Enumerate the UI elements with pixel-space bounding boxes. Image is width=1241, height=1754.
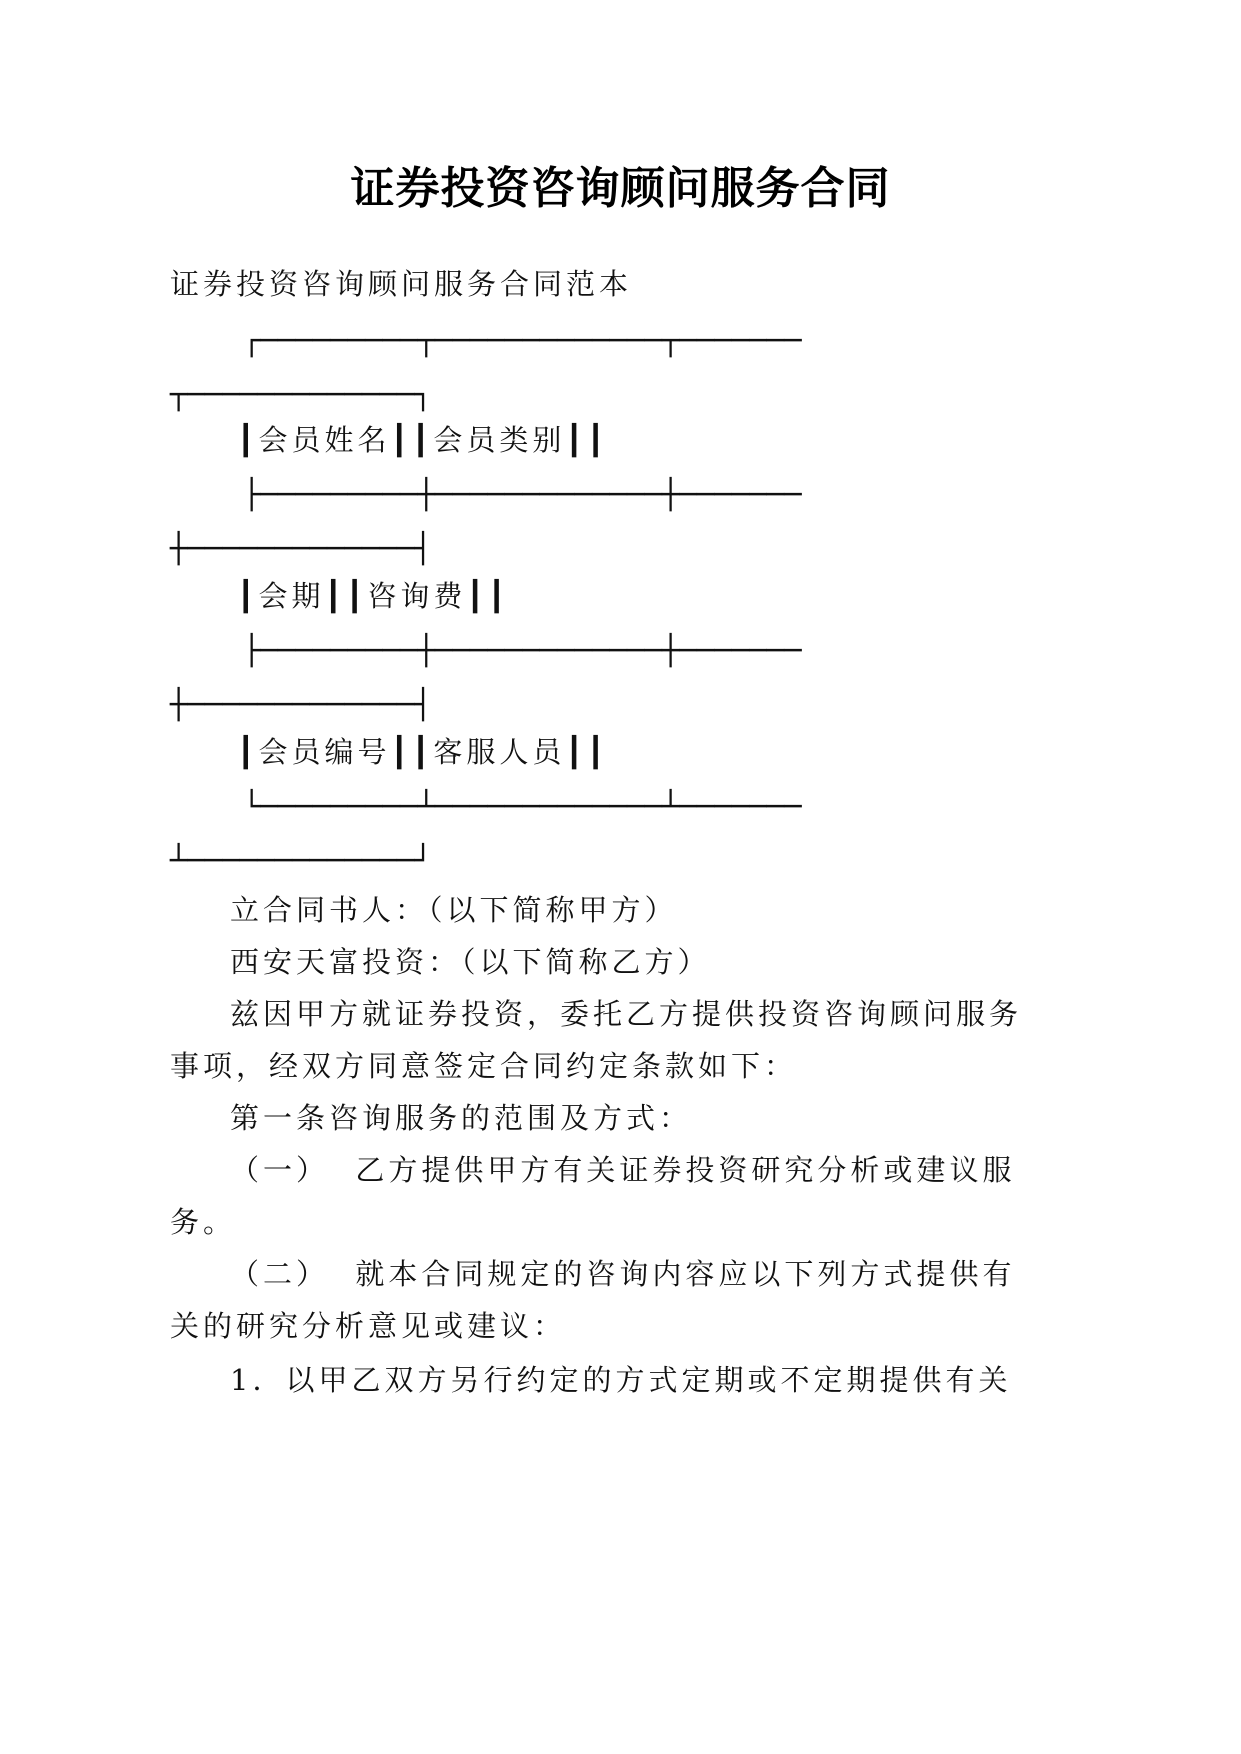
paragraph-party-b: 西安天富投资：（以下简称乙方） <box>230 945 711 979</box>
table-border-mid2-part2: ┼─────────────┤ <box>170 687 432 721</box>
table-border-top-part2: ┬─────────────┐ <box>170 377 432 411</box>
document-subtitle: 证券投资咨询顾问服务合同范本 <box>170 267 633 301</box>
table-row-member-number: ┃会员编号┃┃客服人员┃┃ <box>237 735 609 769</box>
clause-one-line1: （一） 乙方提供甲方有关证券投资研究分析或建议服 <box>230 1153 1016 1187</box>
paragraph-preamble-line2: 事项，经双方同意签定合同约定条款如下： <box>170 1049 798 1083</box>
table-border-mid1-part1: ├─────────┼─────────────┼─────── <box>243 477 802 511</box>
paragraph-preamble-line1: 兹因甲方就证券投资，委托乙方提供投资咨询顾问服务 <box>230 997 1023 1031</box>
article-one-heading: 第一条咨询服务的范围及方式： <box>230 1101 693 1135</box>
clause-two-line1: （二） 就本合同规定的咨询内容应以下列方式提供有 <box>230 1257 1016 1291</box>
item-one-line1: 1．以甲乙双方另行约定的方式定期或不定期提供有关 <box>230 1363 1012 1397</box>
table-border-bottom-part2: ┴─────────────┘ <box>170 843 432 877</box>
table-border-bottom-part1: └─────────┴─────────────┴─────── <box>243 789 802 823</box>
table-border-mid1-part2: ┼─────────────┤ <box>170 531 432 565</box>
document-title: 证券投资咨询顾问服务合同 <box>350 163 891 214</box>
clause-two-line2: 关的研究分析意见或建议： <box>170 1309 567 1343</box>
table-row-member-name: ┃会员姓名┃┃会员类别┃┃ <box>237 423 609 457</box>
table-border-top-part1: ┌─────────┬─────────────┬─────── <box>243 323 802 357</box>
table-row-session: ┃会期┃┃咨询费┃┃ <box>237 579 510 613</box>
clause-one-line2: 务。 <box>170 1205 237 1239</box>
paragraph-party-a: 立合同书人：（以下简称甲方） <box>230 893 678 927</box>
table-border-mid2-part1: ├─────────┼─────────────┼─────── <box>243 633 802 667</box>
